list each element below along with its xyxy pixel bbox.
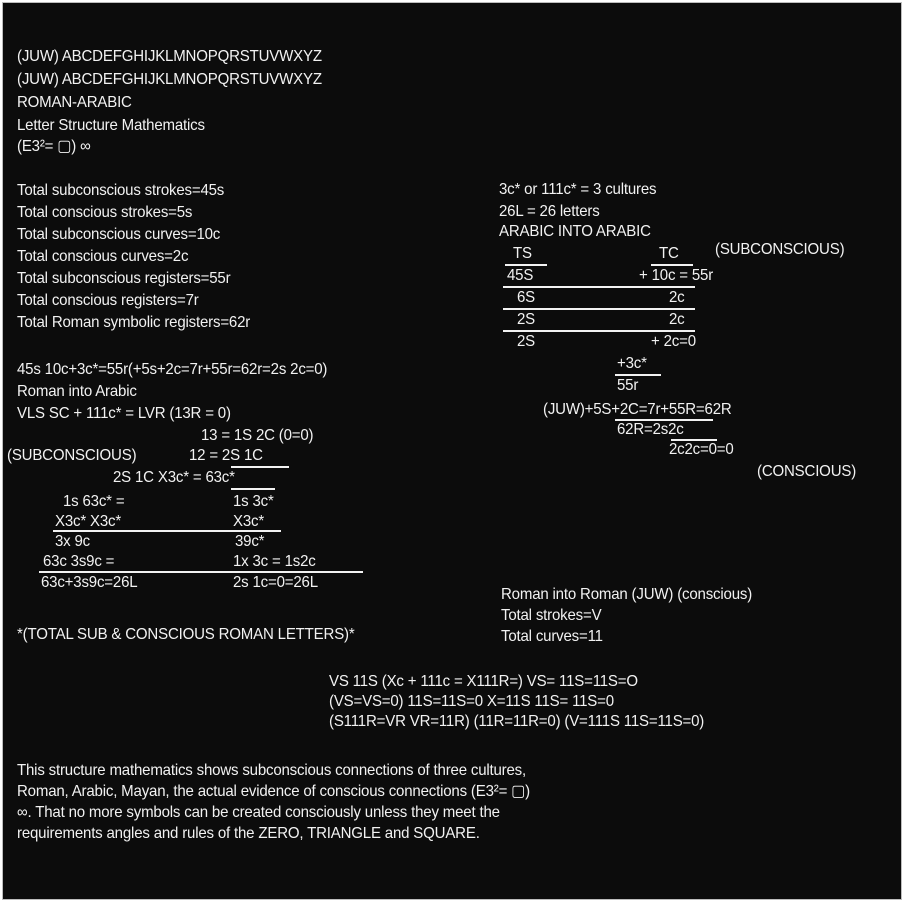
left-a2: X3c* X3c* <box>55 513 122 530</box>
arabic-subconscious: (SUBCONSCIOUS) <box>715 241 845 258</box>
left-a1: 1s 63c* = <box>63 493 125 510</box>
arabic-62r: 62R=2s2c <box>617 421 684 438</box>
left-b5: 2s 1c=0=26L <box>233 574 318 591</box>
arabic-r1-right: + 10c = 55r <box>639 267 714 284</box>
arabic-55r: 55r <box>617 377 639 394</box>
total-line-4: Total conscious curves=2c <box>17 248 189 265</box>
underline <box>231 488 275 490</box>
vs-line-1: VS 11S (Xc + 111c = X111R=) VS= 11S=11S=O <box>329 673 638 690</box>
underline <box>231 466 289 468</box>
arabic-r4-right: + 2c=0 <box>651 333 696 350</box>
roman-line-1: Roman into Roman (JUW) (conscious) <box>501 586 753 603</box>
arabic-3c: +3c* <box>617 355 647 372</box>
roman-line-3: Total curves=11 <box>501 628 603 645</box>
left-b3: 39c* <box>235 533 265 550</box>
arabic-line-1: 3c* or 111c* = 3 cultures <box>499 181 657 198</box>
header-formula: (E3²= ▢) ∞ <box>17 138 91 155</box>
arabic-2c2c: 2c2c=0=0 <box>669 441 734 458</box>
arabic-ts: TS <box>513 245 532 262</box>
left-a3: 3x 9c <box>55 533 91 550</box>
arabic-r3-left: 2S <box>517 311 536 328</box>
arabic-line-2: 26L = 26 letters <box>499 203 600 220</box>
arabic-tc: TC <box>659 245 679 262</box>
total-line-6: Total conscious registers=7r <box>17 292 199 309</box>
arabic-r3-right: 2c <box>669 311 685 328</box>
arabic-line-3: ARABIC INTO ARABIC <box>499 223 651 240</box>
left-a4: 63c 3s9c = <box>43 553 115 570</box>
left-a5: 63c+3s9c=26L <box>41 574 138 591</box>
total-line-1: Total subconscious strokes=45s <box>17 182 225 199</box>
arabic-r4-left: 2S <box>517 333 536 350</box>
equation-line-6: 2S 1C X3c* = 63c* <box>113 469 235 486</box>
equation-line-3: VLS SC + 111c* = LVR (13R = 0) <box>17 405 231 422</box>
alphabet-line-1: (JUW) ABCDEFGHIJKLMNOPQRSTUVWXYZ <box>17 48 322 65</box>
equation-line-1: 45s 10c+3c*=55r(+5s+2c=7r+55r=62r=2s 2c=0) <box>17 361 328 378</box>
footnote: *(TOTAL SUB & CONSCIOUS ROMAN LETTERS)* <box>17 626 355 643</box>
vs-line-2: (VS=VS=0) 11S=11S=0 X=11S 11S= 11S=0 <box>329 693 614 710</box>
left-b4: 1x 3c = 1s2c <box>233 553 316 570</box>
alphabet-line-2: (JUW) ABCDEFGHIJKLMNOPQRSTUVWXYZ <box>17 71 322 88</box>
total-line-2: Total conscious strokes=5s <box>17 204 193 221</box>
arabic-r2-right: 2c <box>669 289 685 306</box>
summary-paragraph: This structure mathematics shows subconscious connections of three cultures, Roman, Arabic, Mayan, the actual evidence of conscious connections (E3²= ▢) ∞. That no more symbols can be created consciously unless they meet the requirements angles and rules of the ZERO, TRIANGLE and SQUARE. <box>17 762 531 842</box>
subconscious-label: (SUBCONSCIOUS) <box>7 447 137 464</box>
vs-line-3: (S111R=VR VR=11R) (11R=11R=0) (V=111S 11S=11S=0) <box>329 713 705 730</box>
total-line-3: Total subconscious curves=10c <box>17 226 221 243</box>
total-line-5: Total subconscious registers=55r <box>17 270 231 287</box>
roman-line-2: Total strokes=V <box>501 607 602 624</box>
equation-line-5: 12 = 2S 1C <box>189 447 263 464</box>
arabic-conscious: (CONSCIOUS) <box>757 463 857 480</box>
title: ROMAN-ARABIC <box>17 94 132 111</box>
equation-line-4: 13 = 1S 2C (0=0) <box>201 427 314 444</box>
equation-line-2: Roman into Arabic <box>17 383 137 400</box>
subtitle: Letter Structure Mathematics <box>17 117 205 134</box>
total-line-7: Total Roman symbolic registers=62r <box>17 314 251 331</box>
arabic-r2-left: 6S <box>517 289 536 306</box>
arabic-juw-eq: (JUW)+5S+2C=7r+55R=62R <box>543 401 732 418</box>
left-b2: X3c* <box>233 513 265 530</box>
arabic-r1-left: 45S <box>507 267 534 284</box>
left-b1: 1s 3c* <box>233 493 274 510</box>
text-panel <box>2 2 902 900</box>
